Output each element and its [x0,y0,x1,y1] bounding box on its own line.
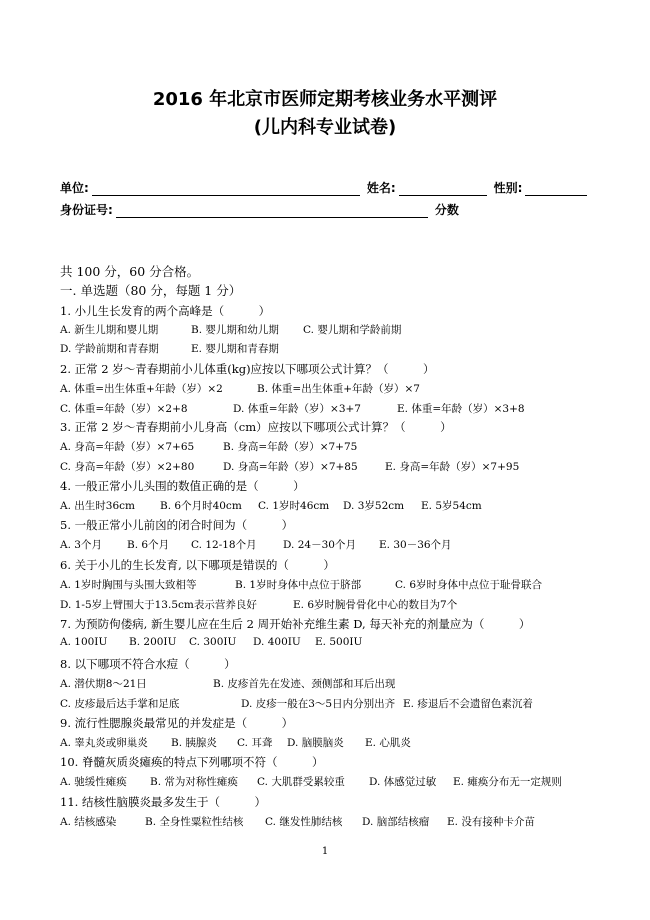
option-a: A. 1岁时胸围与头围大致相等 [60,579,197,591]
option-b: B. 婴儿期和幼儿期 [191,324,279,336]
unit-field[interactable] [92,183,360,196]
option-c: C. 6岁时身体中点位于耻骨联合 [395,579,543,591]
option-e: E. 身高=年龄（岁）×7+95 [385,461,520,473]
option-a: A. 出生时36cm [60,500,135,512]
option-e: E. 6岁时腕骨骨化中心的数目为7个 [293,599,458,611]
option-c: C. 体重=年龄（岁）×2+8 [60,403,188,415]
option-e: E. 没有接种卡介苗 [447,816,535,828]
option-e: E. 瘫痪分布无一定规则 [453,776,562,788]
option-c: C. 身高=年龄（岁）×2+80 [60,461,195,473]
option-d: D. 1-5岁上臂围大于13.5cm表示营养良好 [60,599,257,611]
page-subtitle: (儿内科专业试卷) [253,117,397,138]
option-d: D. 脑膜脑炎 [287,737,344,749]
option-e: E. 500IU [315,636,363,648]
question-stem: 4. 一般正常小儿头围的数值正确的是（ ） [60,479,305,493]
page-number: 1 [321,846,329,857]
option-e: E. 体重=年龄（岁）×3+8 [397,403,525,415]
option-a: A. 潜伏期8～21日 [60,678,147,690]
option-e: E. 疹退后不会遗留色素沉着 [403,698,533,710]
option-b: B. 全身性粟粒性结核 [145,816,244,828]
option-e: E. 5岁54cm [421,500,482,512]
question-stem: 2. 正常 2 岁～青春期前小儿体重(kg)应按以下哪项公式计算？（ ） [60,362,435,376]
option-a: A. 身高=年龄（岁）×7+65 [60,441,195,453]
intro-text: 共 100 分，60 分合格。 [60,264,200,279]
question-stem: 6. 关于小儿的生长发育, 以下哪项是错误的（ ） [60,558,335,572]
option-a: A. 100IU [60,636,108,648]
option-b: B. 身高=年龄（岁）×7+75 [223,441,358,453]
option-c: C. 皮疹最后达手掌和足底 [60,698,180,710]
gender-field[interactable] [525,183,587,196]
option-c: C. 继发性肺结核 [265,816,343,828]
option-d: D. 皮疹一般在3～5日内分别出齐 [241,698,396,710]
section-heading: 一. 单选题（80 分，每题 1 分） [60,283,242,298]
option-b: B. 1岁时身体中点位于脐部 [235,579,362,591]
question-stem: 9. 流行性腮腺炎最常见的并发症是（ ） [60,716,294,730]
option-b: B. 6个月 [127,539,170,551]
question-stem: 10. 脊髓灰质炎瘫痪的特点下列哪项不符（ ） [60,755,324,769]
option-c: C. 大肌群受累较重 [257,776,345,788]
option-c: C. 婴儿期和学龄前期 [303,324,402,336]
id-field[interactable] [116,205,428,218]
option-d: D. 脑部结核瘤 [362,816,430,828]
page-title: 2016 年北京市医师定期考核业务水平测评 [152,89,498,110]
option-d: D. 体重=年龄（岁）×3+7 [233,403,361,415]
option-a: A. 驰缓性瘫痪 [60,776,127,788]
name-label: 姓名: [366,181,396,195]
option-c: C. 12-18个月 [191,539,257,551]
option-e: E. 30－36个月 [379,539,452,551]
id-label: 身份证号: [60,203,113,217]
option-d: D. 体感觉过敏 [369,776,437,788]
option-e: E. 婴儿期和青春期 [191,343,279,355]
option-d: D. 身高=年龄（岁）×7+85 [223,461,358,473]
question-stem: 3. 正常 2 岁～青春期前小儿身高（cm）应按以下哪项公式计算？（ ） [60,420,452,434]
option-a: A. 睾丸炎或卵巢炎 [60,737,148,749]
option-c: C. 300IU [189,636,237,648]
score-label: 分数 [434,203,459,217]
option-b: B. 胰腺炎 [171,737,217,749]
option-c: C. 1岁时46cm [258,500,330,512]
info-row-1 [60,179,590,196]
info-row-2 [60,201,459,218]
question-stem: 7. 为预防佝偻病, 新生婴儿应在生后 2 周开始补充维生素 D, 每天补充的剂量应为（ ） [60,617,531,631]
gender-label: 性别: [493,181,523,195]
name-field[interactable] [399,183,487,196]
option-b: B. 200IU [129,636,177,648]
question-stem: 1. 小儿生长发育的两个高峰是（ ） [60,304,271,318]
option-a: A. 新生儿期和婴儿期 [60,324,159,336]
option-b: B. 6个月时40cm [160,500,242,512]
option-c: C. 耳聋 [237,737,273,749]
option-e: E. 心肌炎 [365,737,411,749]
unit-label: 单位: [60,181,89,195]
question-stem: 11. 结核性脑膜炎最多发生于（ ） [60,795,266,809]
question-stem: 5. 一般正常小儿前囟的闭合时间为（ ） [60,518,294,532]
option-a: A. 结核感染 [60,816,117,828]
question-stem: 8. 以下哪项不符合水痘（ ） [60,657,236,671]
option-b: B. 皮疹首先在发迹、颈侧部和耳后出现 [213,678,396,690]
option-a: A. 3个月 [60,539,102,551]
option-d: D. 400IU [253,636,301,648]
option-d: D. 学龄前期和青春期 [60,343,159,355]
option-b: B. 常为对称性瘫痪 [150,776,238,788]
option-a: A. 体重=出生体重+年龄（岁）×2 [60,383,223,395]
option-d: D. 3岁52cm [343,500,405,512]
option-b: B. 体重=出生体重+年龄（岁）×7 [257,383,420,395]
option-d: D. 24－30个月 [283,539,356,551]
